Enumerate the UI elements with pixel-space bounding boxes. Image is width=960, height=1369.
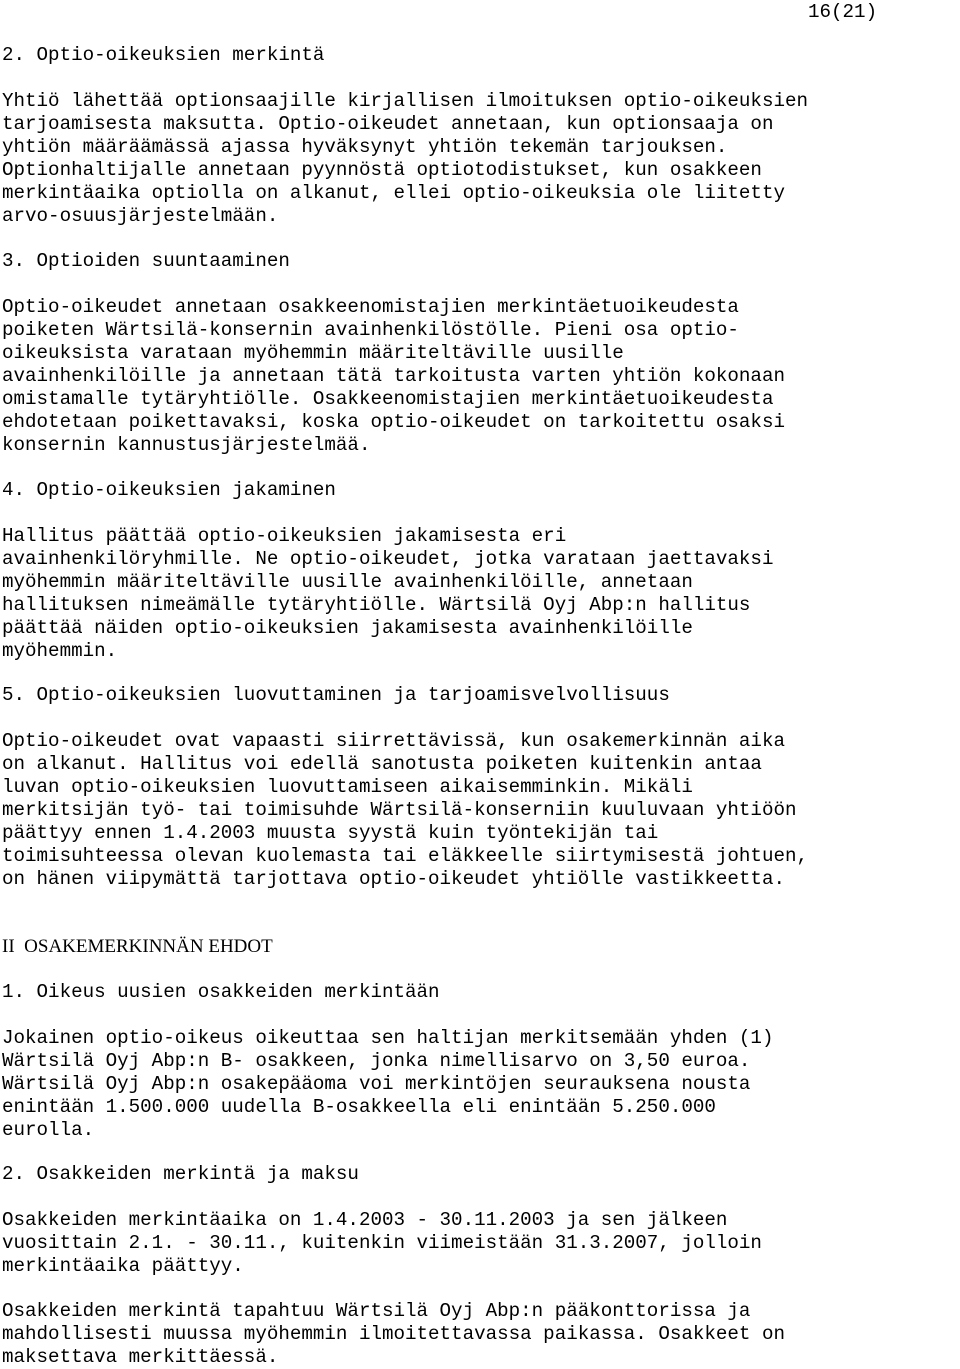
section-paragraph: Jokainen optio-oikeus oikeuttaa sen haltijan merkitsemään yhden (1) Wärtsilä Oyj Abp:n B- osakkeen, jonka nimellisarvo on 3,50 euroa. Wärtsilä Oyj Abp:n osakepääoma voi merkintöjen seurauksena nousta enintään 1.500.000 uudella B-osakkeella eli enintään 5.250.000 eurolla. <box>2 1027 774 1141</box>
section-heading: 1. Oikeus uusien osakkeiden merkintään <box>2 981 440 1003</box>
section-heading: 2. Optio-oikeuksien merkintä <box>2 44 325 66</box>
page-number: 16(21) <box>808 1 878 23</box>
section-heading: 4. Optio-oikeuksien jakaminen <box>2 479 336 501</box>
section-paragraph: Yhtiö lähettää optionsaajille kirjallisen ilmoituksen optio-oikeuksien tarjoamisesta maksutta. Optio-oikeudet annetaan, kun optionsaaja on yhtiön määräämässä ajassa hyväksynyt yhtiön tekemän tarjouksen. Optionhaltijalle annetaan pyynnöstä optiotodistukset, kun osakkeen merkintäaika optiolla on alkanut, ellei optio-oikeuksia ole liitetty arvo-osuusjärjestelmään. <box>2 90 809 227</box>
part-heading: II OSAKEMERKINNÄN EHDOT <box>2 936 273 957</box>
section-paragraph: Optio-oikeudet annetaan osakkeenomistajien merkintäetuoikeudesta poiketen Wärtsilä-konsernin avainhenkilöstölle. Pieni osa optio- oikeuksista varataan myöhemmin määriteltäville uusille avainhenkilöille ja annetaan tätä tarkoitusta varten yhtiön kokonaan omistamalle tytäryhtiölle. Osakkeenomistajien merkintäetuoikeudesta ehdotetaan poikettavaksi, koska optio-oikeudet on tarkoitettu osaksi konsernin kannustusjärjestelmää. <box>2 296 785 456</box>
section-paragraph: Hallitus päättää optio-oikeuksien jakamisesta eri avainhenkilöryhmille. Ne optio-oikeudet, jotka varataan jaettavaksi myöhemmin määriteltäville uusille avainhenkilöille, annetaan hallituksen nimeämälle tytäryhtiölle. Wärtsilä Oyj Abp:n hallitus päättää näiden optio-oikeuksien jakamisesta avainhenkilöille myöhemmin. <box>2 525 774 662</box>
section-heading: 5. Optio-oikeuksien luovuttaminen ja tarjoamisvelvollisuus <box>2 684 670 706</box>
section-heading: 3. Optioiden suuntaaminen <box>2 250 290 272</box>
section-paragraph: Osakkeiden merkintäaika on 1.4.2003 - 30.11.2003 ja sen jälkeen vuosittain 2.1. - 30.11., kuitenkin viimeistään 31.3.2007, jolloin merkintäaika päättyy. <box>2 1209 762 1277</box>
section-paragraph: Osakkeiden merkintä tapahtuu Wärtsilä Oyj Abp:n pääkonttorissa ja mahdollisesti muussa myöhemmin ilmoitettavassa paikassa. Osakkeet on maksettava merkittäessä. <box>2 1300 785 1368</box>
section-paragraph: Optio-oikeudet ovat vapaasti siirrettävissä, kun osakemerkinnän aika on alkanut. Hallitus voi edellä sanotusta poiketen kuitenkin antaa luvan optio-oikeuksien luovuttamiseen aikaisemminkin. Mikäli merkitsijän työ- tai toimisuhde Wärtsilä-konserniin kuuluvaan yhtiöön päättyy ennen 1.4.2003 muusta syystä kuin työntekijän tai toimisuhteessa olevan kuolemasta tai eläkkeelle siirtymisestä johtuen, on hänen viipymättä tarjottava optio-oikeudet yhtiölle vastikkeetta. <box>2 730 809 890</box>
section-heading: 2. Osakkeiden merkintä ja maksu <box>2 1163 359 1185</box>
